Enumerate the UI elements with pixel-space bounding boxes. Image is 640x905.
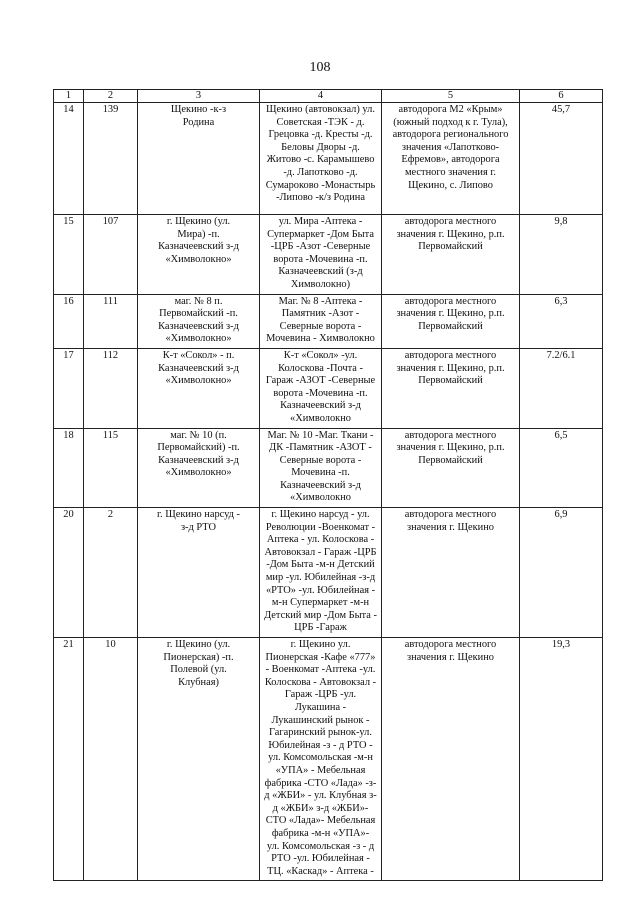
table-row	[54, 348, 603, 428]
page-number: 108	[309, 60, 331, 75]
route-stops-cell: К-т «Сокол» -ул. Колоскова -Почта - Гараж -АЗОТ -Северные ворота -Мочевина -п. Казначеевский з-д «Химволокно	[260, 348, 382, 428]
road-cell: автодорога местного значения г. Щекино	[382, 638, 520, 881]
route-number-cell: 2	[84, 508, 138, 638]
road-cell: автодорога местного значения г. Щекино, р.п. Первомайский	[382, 215, 520, 295]
row-number-cell: 15	[54, 215, 84, 295]
road-cell: автодорога местного значения г. Щекино	[382, 508, 520, 638]
table-row	[54, 103, 603, 215]
table-row	[54, 638, 603, 881]
route-name-cell: г. Щекино (ул. Пионерская) -п. Полевой (ул. Клубная)	[138, 638, 260, 881]
column-header: 6	[520, 90, 603, 103]
routes-table	[53, 89, 603, 881]
length-cell: 6,9	[520, 508, 603, 638]
row-number-cell: 17	[54, 348, 84, 428]
route-number-cell: 10	[84, 638, 138, 881]
length-cell: 7.2/6.1	[520, 348, 603, 428]
route-number-cell: 139	[84, 103, 138, 215]
route-stops-cell: ул. Мира -Аптека - Супермаркет -Дом Быта -ЦРБ -Азот -Северные ворота -Мочевина -п. Казначеевский (з-д Химволокно)	[260, 215, 382, 295]
route-number-cell: 111	[84, 294, 138, 348]
route-number-cell: 115	[84, 428, 138, 508]
route-stops-cell: Маг. № 10 -Маг. Ткани - ДК -Памятник -АЗОТ - Северные ворота - Мочевина -п. Казначеевский з-д «Химволокно	[260, 428, 382, 508]
route-stops-cell: г. Щекино ул. Пионерская -Кафе «777» - Военкомат -Аптека -ул. Колоскова - Автовокзал - Гараж -ЦРБ -ул. Лукашина - Лукашинский рынок - Гагаринский рынок-ул. Юбилейная -з - д РТО - ул. Комсомольская -м-н «УПА» - Мебельная фабрика -СТО «Лада» -з- д «ЖБИ» - ул. Клубная з- д «ЖБИ» з-д «ЖБИ»- СТО «Лада»- Мебельная фабрика -м-н «УПА»- ул. Комсомольская -з - д РТО -ул. Юбилейная - ТЦ. «Каскад» - Аптека -	[260, 638, 382, 881]
row-number-cell: 21	[54, 638, 84, 881]
length-cell: 6,5	[520, 428, 603, 508]
route-stops-cell: Маг. № 8 -Аптека - Памятник -Азот - Северные ворота - Мочевина - Химволокно	[260, 294, 382, 348]
row-number-cell: 18	[54, 428, 84, 508]
row-number-cell: 20	[54, 508, 84, 638]
road-cell: автодорога местного значения г. Щекино, р.п. Первомайский	[382, 348, 520, 428]
length-cell: 9,8	[520, 215, 603, 295]
route-number-cell: 107	[84, 215, 138, 295]
row-number-cell: 14	[54, 103, 84, 215]
column-header: 4	[260, 90, 382, 103]
column-header: 3	[138, 90, 260, 103]
length-cell: 19,3	[520, 638, 603, 881]
route-name-cell: маг. № 8 п. Первомайский -п. Казначеевский з-д «Химволокно»	[138, 294, 260, 348]
length-cell: 6,3	[520, 294, 603, 348]
route-name-cell: маг. № 10 (п. Первомайский) -п. Казначеевский з-д «Химволокно»	[138, 428, 260, 508]
column-header: 1	[54, 90, 84, 103]
road-cell: автодорога М2 «Крым» (южный подход к г. Тула), автодорога регионального значения «Лапотково- Ефремов», автодорога местного значения г. Щекино, с. Липово	[382, 103, 520, 215]
route-stops-cell: Щекино (автовокзал) ул. Советская -ТЭК - д. Грецовка -д. Кресты -д. Беловы Дворы -д. Житово -с. Карамышево -д. Лапотково -д. Сумароково -Монастырь -Липово -к/з Родина	[260, 103, 382, 215]
route-name-cell: К-т «Сокол» - п. Казначеевский з-д «Химволокно»	[138, 348, 260, 428]
row-number-cell: 16	[54, 294, 84, 348]
route-name-cell: г. Щекино (ул. Мира) -п. Казначеевский з-д «Химволокно»	[138, 215, 260, 295]
table-row	[54, 294, 603, 348]
column-header: 2	[84, 90, 138, 103]
table-row	[54, 508, 603, 638]
route-stops-cell: г. Щекино нарсуд - ул. Революции -Военкомат - Аптека - ул. Колоскова - Автовокзал - Гараж -ЦРБ -Дом Быта -м-н Детский мир -ул. Юбилейная -з-д «РТО» -ул. Юбилейная - м-н Супермаркет -м-н Детский мир -Дом Быта - ЦРБ -Гараж	[260, 508, 382, 638]
route-name-cell: Щекино -к-з Родина	[138, 103, 260, 215]
road-cell: автодорога местного значения г. Щекино, р.п. Первомайский	[382, 294, 520, 348]
table-row	[54, 428, 603, 508]
table-row	[54, 215, 603, 295]
route-number-cell: 112	[84, 348, 138, 428]
route-name-cell: г. Щекино нарсуд - з-д РТО	[138, 508, 260, 638]
column-header: 5	[382, 90, 520, 103]
length-cell: 45,7	[520, 103, 603, 215]
table-header-row	[54, 90, 603, 103]
road-cell: автодорога местного значения г. Щекино, р.п. Первомайский	[382, 428, 520, 508]
